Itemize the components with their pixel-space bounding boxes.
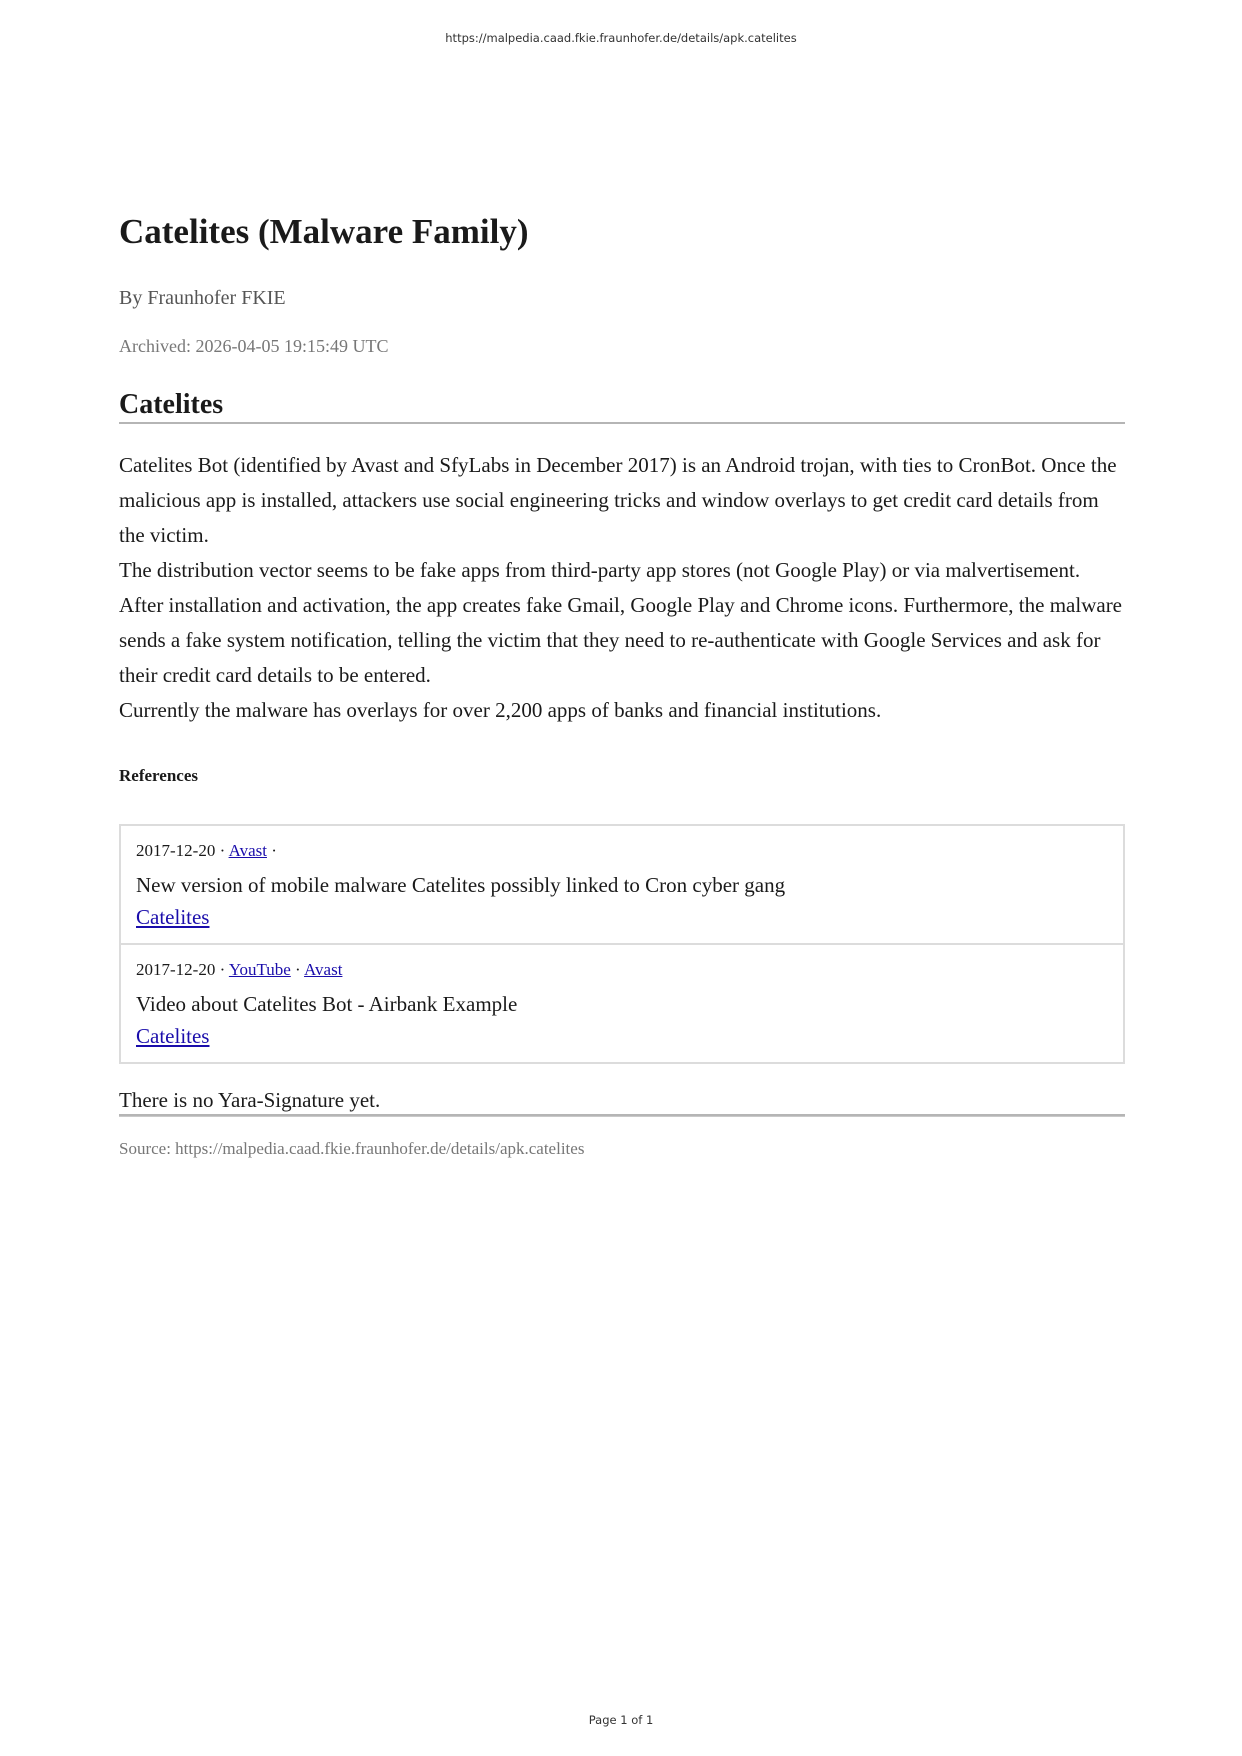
family-link[interactable]: Catelites — [136, 1024, 210, 1048]
references-heading: References — [119, 766, 198, 785]
description-paragraph: Currently the malware has overlays for over 2,200 apps of banks and financial institutions. — [119, 698, 882, 722]
divider — [119, 422, 1125, 424]
separator: · — [219, 841, 226, 860]
page-url: https://malpedia.caad.fkie.fraunhofer.de/details/apk.catelites — [445, 31, 797, 45]
family-link[interactable]: Catelites — [136, 905, 210, 929]
references-list — [119, 824, 1125, 1064]
page-number: Page 1 of 1 — [588, 1713, 654, 1727]
reference-source-link[interactable]: YouTube — [228, 960, 291, 979]
separator: · — [219, 960, 226, 979]
reference-source-link[interactable]: Avast — [228, 841, 267, 860]
reference-title: Video about Catelites Bot - Airbank Example — [136, 992, 518, 1016]
reference-family — [136, 1022, 1108, 1050]
reference-date: 2017-12-20 — [136, 841, 216, 860]
page-title: Catelites (Malware Family) — [119, 212, 529, 251]
reference-source-link[interactable]: Avast — [304, 960, 343, 979]
separator: · — [271, 841, 277, 860]
reference-title: New version of mobile malware Catelites possibly linked to Cron cyber gang — [136, 873, 786, 897]
reference-item — [121, 826, 1123, 943]
source-line: Source: https://malpedia.caad.fkie.fraunhofer.de/details/apk.catelites — [119, 1139, 585, 1158]
section-title: Catelites — [119, 389, 224, 420]
archived-timestamp: Archived: 2026-04-05 19:15:49 UTC — [119, 336, 389, 356]
divider — [119, 1116, 1125, 1117]
separator: · — [295, 960, 301, 979]
reference-family — [136, 903, 1108, 931]
byline: By Fraunhofer FKIE — [119, 287, 286, 309]
description — [119, 448, 1125, 728]
reference-meta — [136, 958, 1108, 982]
description-paragraph: Catelites Bot (identified by Avast and SfyLabs in December 2017) is an Android trojan, with ties to CronBot. Once the malicious app is installed, attackers use social engineering tricks and window overlays to get credit card details from the victim. — [119, 453, 1117, 547]
yara-status: There is no Yara-Signature yet. — [119, 1088, 381, 1112]
reference-meta — [136, 839, 1108, 863]
reference-item — [121, 943, 1123, 1062]
reference-date: 2017-12-20 — [136, 960, 216, 979]
description-paragraph: The distribution vector seems to be fake apps from third-party app stores (not Google Play) or via malvertisement. After installation and activation, the app creates fake Gmail, Google Play and Chrome icons. Furthermore, the malware sends a fake system notification, telling the victim that they need to re-authenticate with Google Services and ask for their credit card details to be entered. — [119, 558, 1123, 687]
article — [119, 210, 1125, 1160]
